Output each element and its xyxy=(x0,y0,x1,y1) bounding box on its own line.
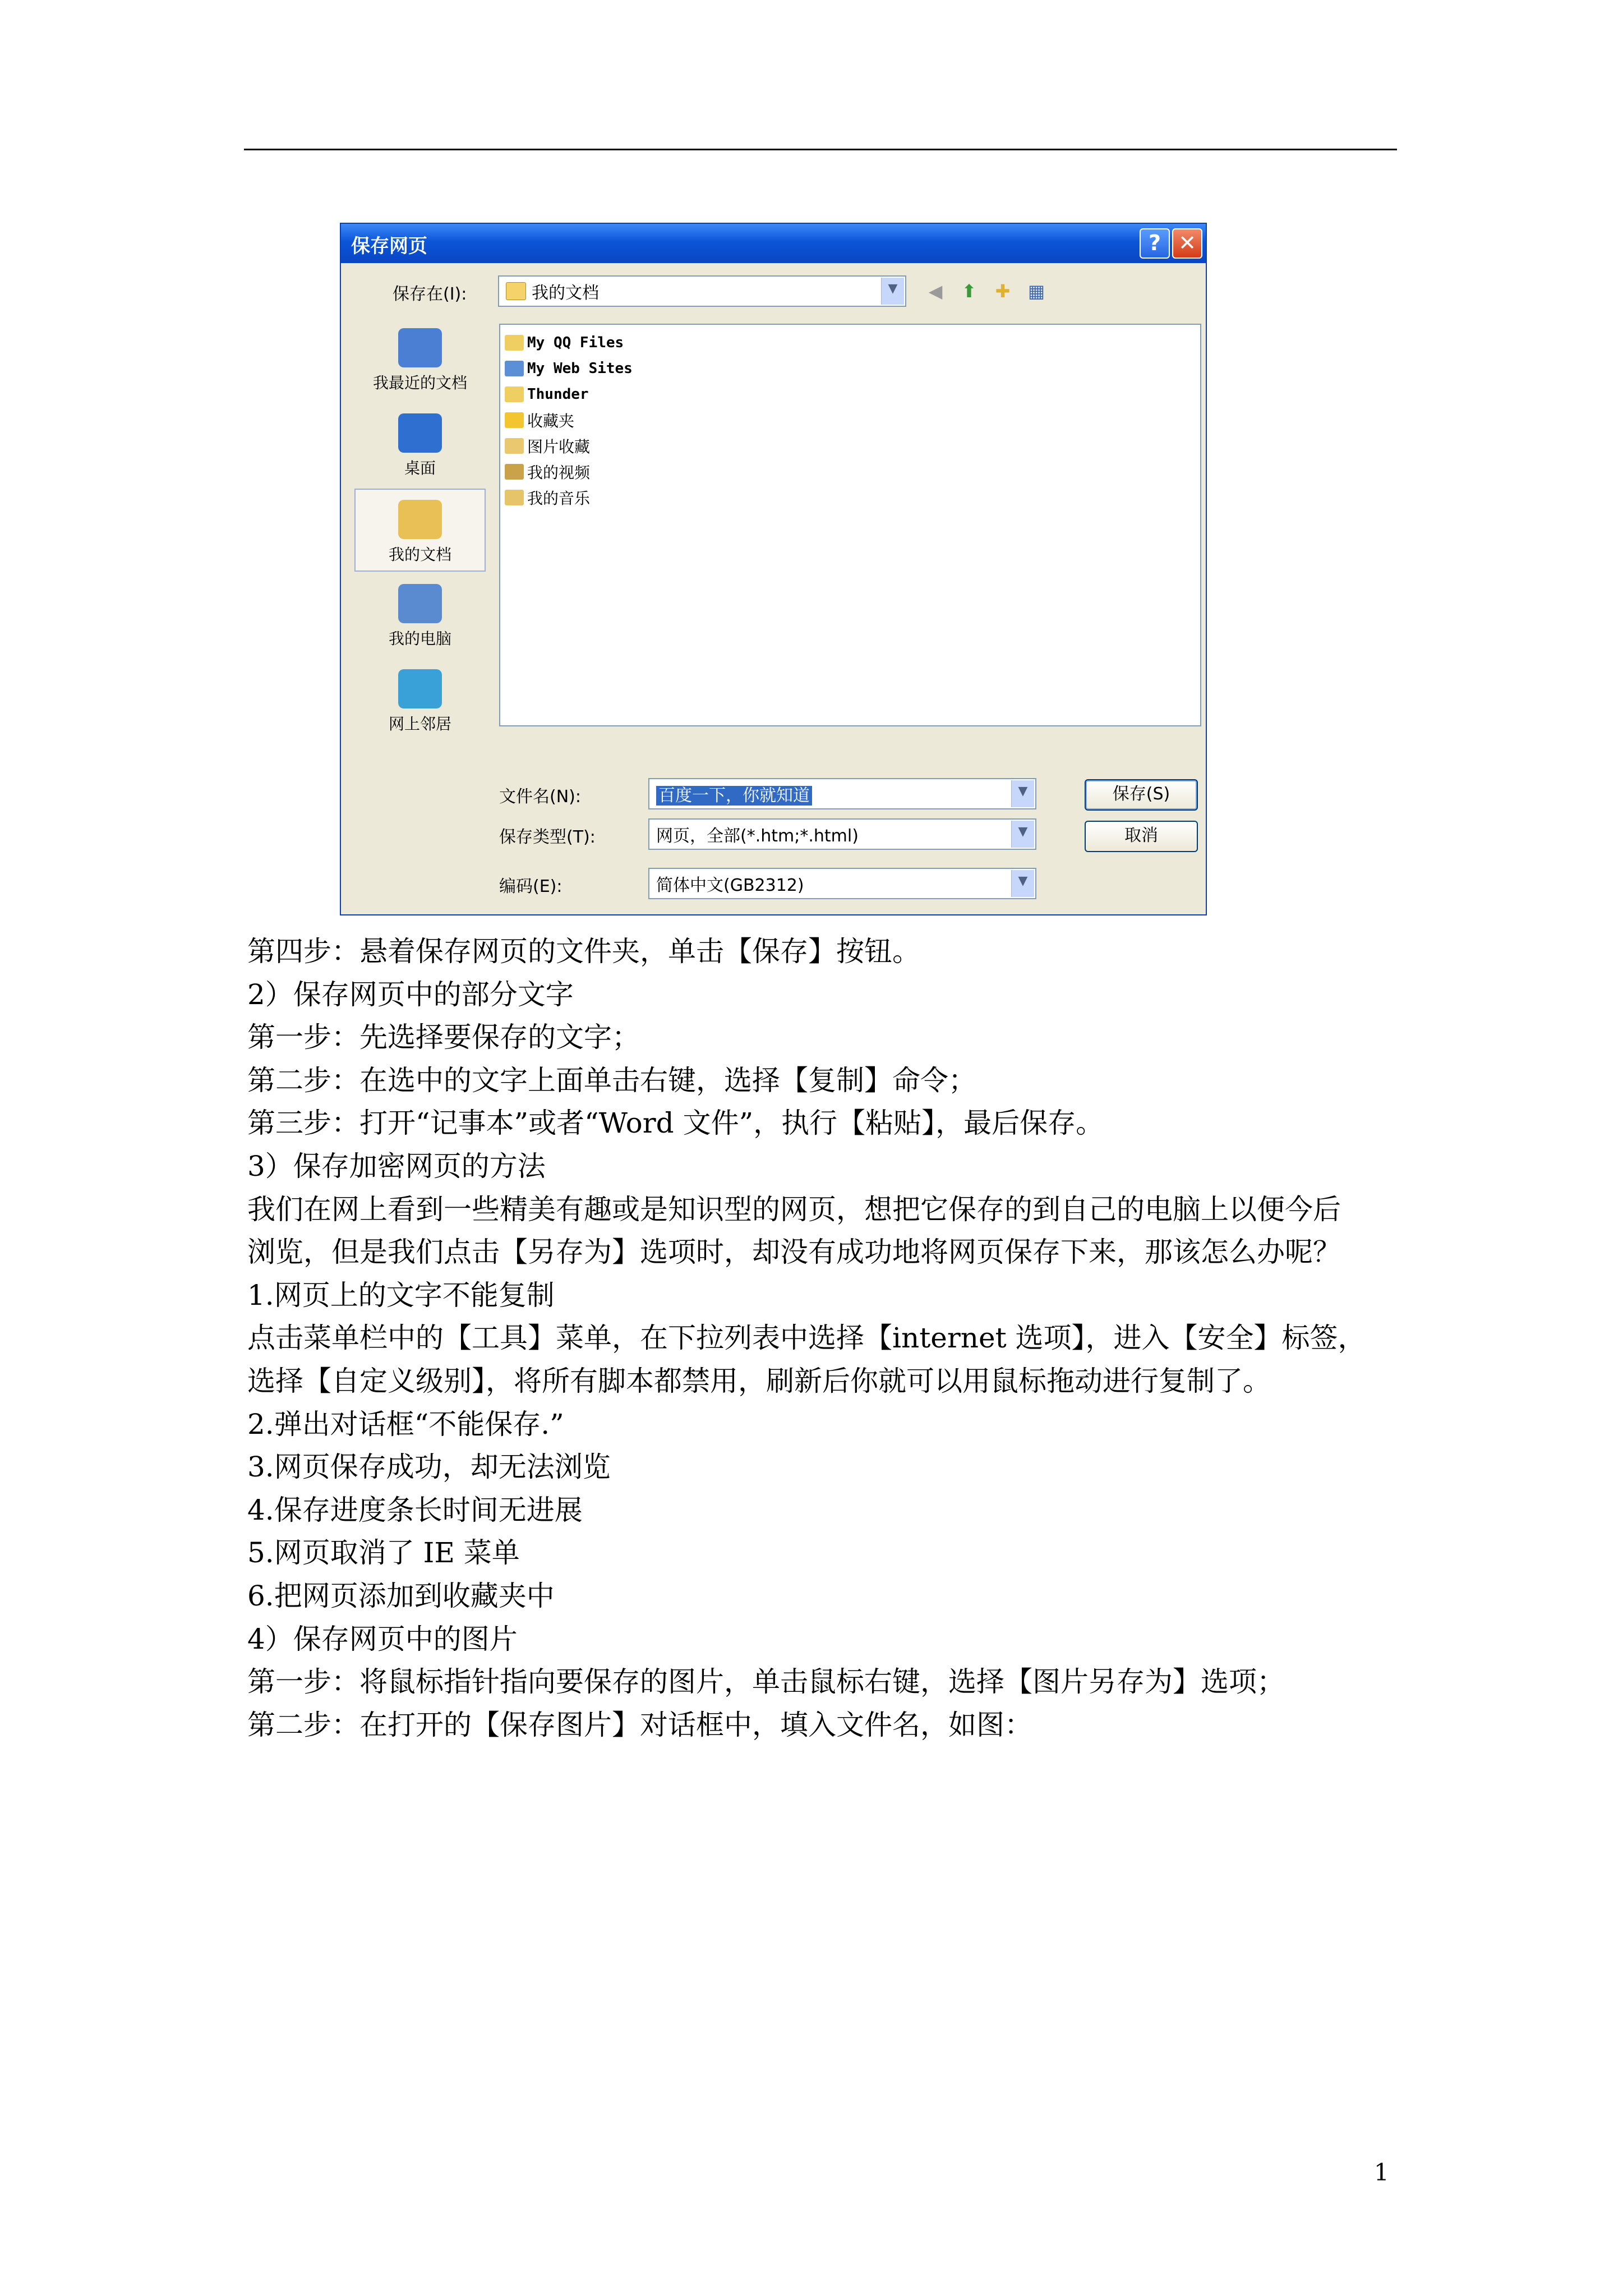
text-line: 第二步：在打开的【保存图片】对话框中，填入文件名，如图： xyxy=(247,1708,1032,1741)
places-item-label: 网上邻居 xyxy=(388,715,451,733)
close-button[interactable]: ✕ xyxy=(1172,228,1202,259)
dialog-title: 保存网页 xyxy=(351,235,427,257)
back-icon[interactable]: ◀ xyxy=(928,280,943,302)
text-line: 第二步：在选中的文字上面单击右键，选择【复制】命令； xyxy=(247,1064,976,1097)
text-line: 选择【自定义级别】，将所有脚本都禁用，刷新后你就可以用鼠标拖动进行复制了。 xyxy=(247,1364,1271,1397)
filetype-label: 保存类型(T): xyxy=(499,827,596,847)
text-line: 6.把网页添加到收藏夹中 xyxy=(247,1579,555,1612)
pictures-folder-icon xyxy=(505,438,524,454)
music-folder-icon xyxy=(505,490,524,505)
file-name: My Web Sites xyxy=(527,360,633,377)
save-in-value: 我的文档 xyxy=(532,283,599,303)
text-line: 第三步：打开“记事本”或者“Word 文件”，执行【粘贴】，最后保存。 xyxy=(247,1107,1104,1140)
places-item[interactable] xyxy=(354,403,486,486)
places-item[interactable] xyxy=(354,489,486,572)
file-list-item[interactable] xyxy=(505,434,590,458)
file-list-item[interactable] xyxy=(505,382,589,407)
text-line: 3）保存加密网页的方法 xyxy=(247,1149,546,1182)
text-line: 我们在网上看到一些精美有趣或是知识型的网页，想把它保存的到自己的电脑上以便今后 xyxy=(247,1193,1341,1226)
text-line: 点击菜单栏中的【工具】菜单，在下拉列表中选择【internet 选项】，进入【安全】标签， xyxy=(247,1322,1366,1355)
save-webpage-dialog xyxy=(340,223,1207,915)
file-list[interactable] xyxy=(499,324,1201,726)
text-line: 4.保存进度条长时间无进展 xyxy=(247,1493,583,1526)
places-item[interactable] xyxy=(354,574,486,657)
encoding-label: 编码(E): xyxy=(499,877,562,896)
filename-field[interactable] xyxy=(648,778,1036,809)
videos-folder-icon xyxy=(505,464,524,480)
text-line: 2.弹出对话框“不能保存.” xyxy=(247,1407,564,1441)
file-list-item[interactable] xyxy=(505,408,574,432)
file-name: 我的视频 xyxy=(527,463,591,482)
text-line: 1.网页上的文字不能复制 xyxy=(247,1278,555,1312)
chevron-down-icon[interactable]: ▼ xyxy=(1011,780,1034,807)
file-list-item[interactable] xyxy=(505,356,633,381)
text-line: 第一步：先选择要保存的文字； xyxy=(247,1021,640,1054)
cancel-button[interactable]: 取消 xyxy=(1085,821,1198,852)
page-number: 1 xyxy=(1374,2159,1389,2186)
header-rule xyxy=(244,149,1397,150)
text-line: 5.网页取消了 IE 菜单 xyxy=(247,1536,520,1570)
file-name: Thunder xyxy=(527,386,589,403)
places-item[interactable] xyxy=(354,659,486,742)
recent-documents-icon xyxy=(398,328,442,367)
text-line: 2）保存网页中的部分文字 xyxy=(247,978,574,1011)
network-places-icon xyxy=(398,669,442,708)
body-text xyxy=(247,930,1403,1746)
encoding-dropdown[interactable] xyxy=(648,868,1036,899)
places-item-label: 我的电脑 xyxy=(388,629,451,648)
filename-label: 文件名(N): xyxy=(499,787,581,807)
encoding-value: 简体中文(GB2312) xyxy=(656,876,804,895)
filetype-dropdown[interactable] xyxy=(648,818,1036,850)
text-line: 第四步：悬着保存网页的文件夹，单击【保存】按钮。 xyxy=(247,935,920,968)
places-item-label: 我的文档 xyxy=(388,545,451,564)
up-folder-icon[interactable]: ⬆ xyxy=(961,280,977,302)
filetype-value: 网页，全部(*.htm;*.html) xyxy=(656,826,859,846)
desktop-icon xyxy=(398,413,442,453)
places-item[interactable] xyxy=(354,318,486,401)
dialog-titlebar xyxy=(341,224,1206,263)
text-line: 4）保存网页中的图片 xyxy=(247,1622,518,1655)
chevron-down-icon[interactable]: ▼ xyxy=(1011,821,1034,848)
dialog-toolbar xyxy=(924,279,1048,303)
file-name: My QQ Files xyxy=(527,334,624,351)
my-computer-icon xyxy=(398,584,442,623)
help-button[interactable]: ? xyxy=(1140,228,1170,259)
save-button[interactable]: 保存(S) xyxy=(1085,779,1198,811)
text-line: 浏览，但是我们点击【另存为】选项时，却没有成功地将网页保存下来，那该怎么办呢？ xyxy=(247,1236,1341,1269)
places-item-label: 桌面 xyxy=(404,459,436,477)
folder-icon xyxy=(505,386,524,402)
file-name: 我的音乐 xyxy=(527,489,591,508)
save-in-label: 保存在(I): xyxy=(393,284,467,304)
text-line: 3.网页保存成功，却无法浏览 xyxy=(247,1451,611,1484)
chevron-down-icon[interactable]: ▼ xyxy=(1011,870,1034,897)
file-list-item[interactable] xyxy=(505,459,590,484)
view-menu-icon[interactable]: ▦ xyxy=(1027,280,1045,302)
save-in-dropdown[interactable] xyxy=(498,275,906,307)
places-item-label: 我最近的文档 xyxy=(372,374,467,392)
file-name: 收藏夹 xyxy=(527,412,575,430)
favorites-star-icon xyxy=(505,412,524,428)
chevron-down-icon[interactable]: ▼ xyxy=(881,278,904,305)
my-documents-folder-icon xyxy=(506,282,526,300)
folder-icon xyxy=(505,335,524,351)
filename-value: 百度一下，你就知道 xyxy=(656,786,812,806)
file-list-item[interactable] xyxy=(505,485,590,510)
new-folder-icon[interactable]: ✚ xyxy=(995,280,1011,302)
my-documents-icon xyxy=(398,500,442,539)
places-bar xyxy=(354,318,486,744)
text-line: 第一步：将鼠标指针指向要保存的图片，单击鼠标右键，选择【图片另存为】选项； xyxy=(247,1665,1285,1699)
web-folder-icon xyxy=(505,361,524,376)
file-name: 图片收藏 xyxy=(527,438,591,456)
file-list-item[interactable] xyxy=(505,330,624,355)
